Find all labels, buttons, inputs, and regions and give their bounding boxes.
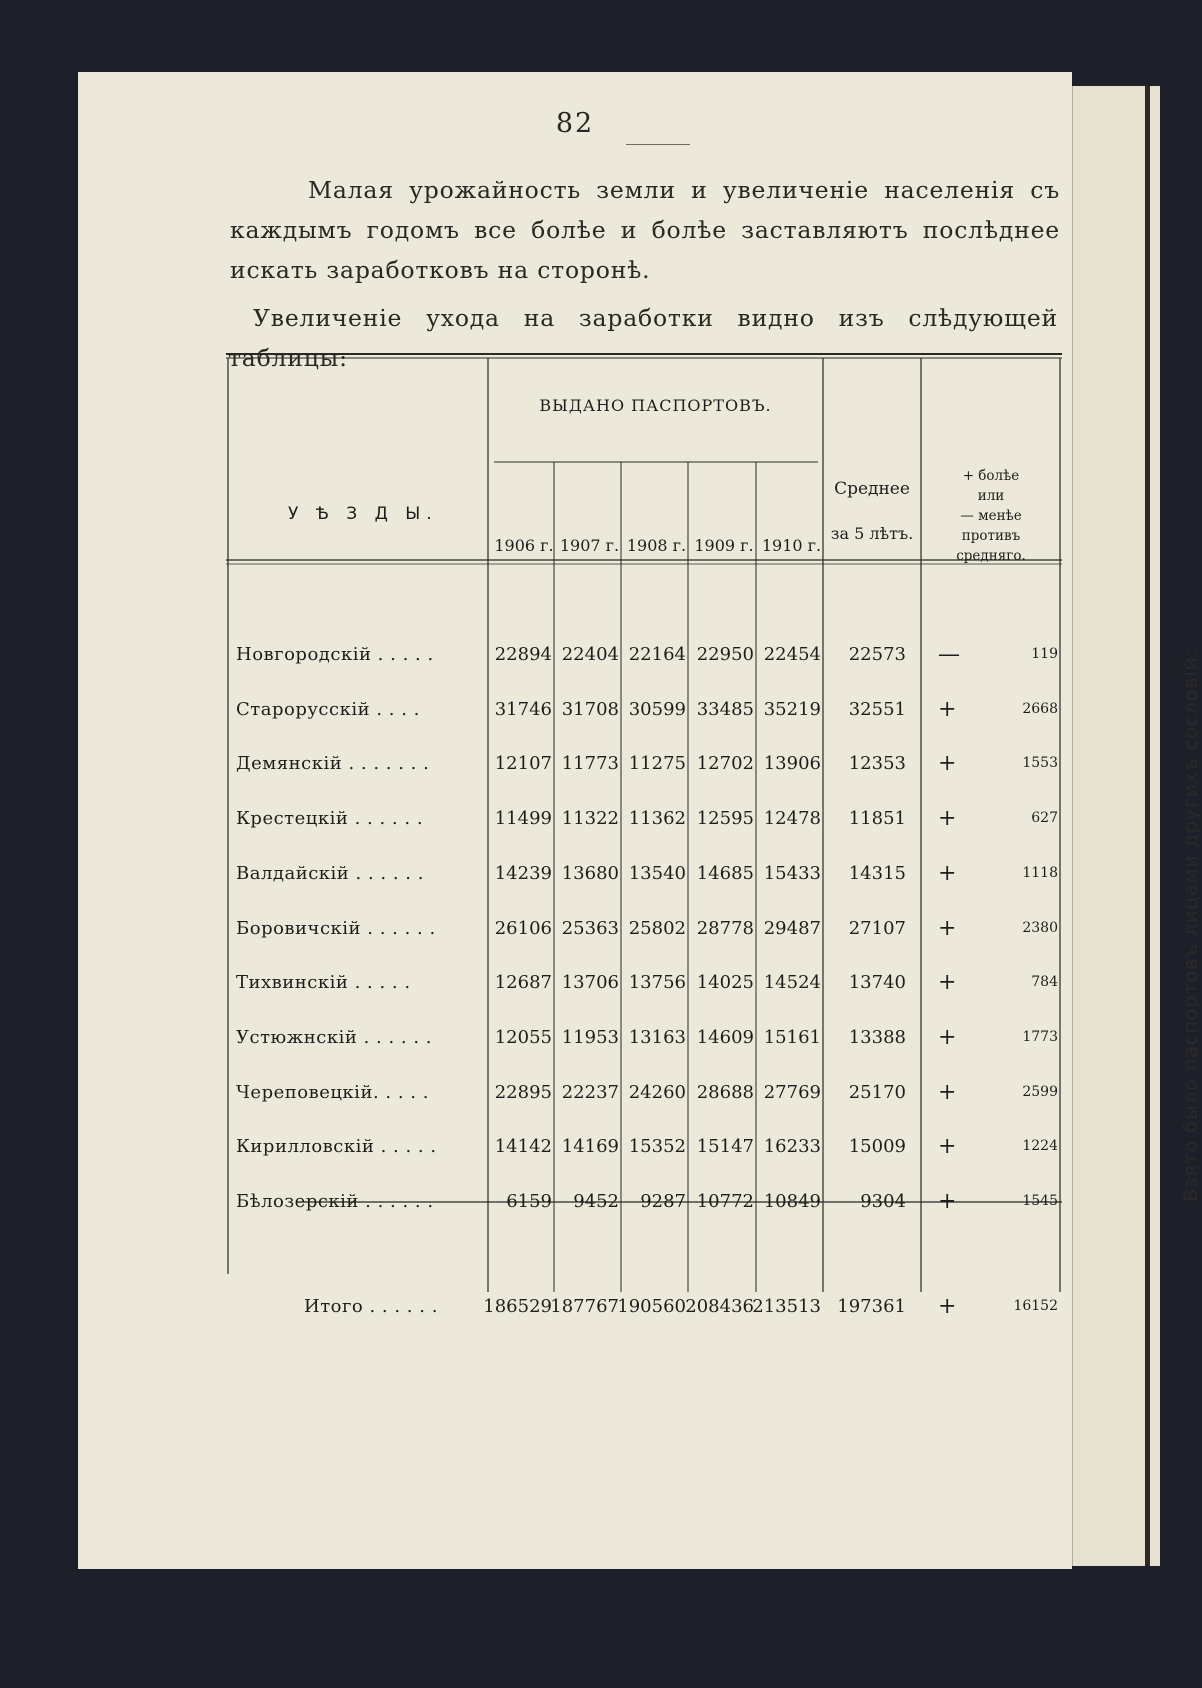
district-name: Кирилловскій . . . . .: [236, 1136, 437, 1158]
header-year: 1906 г.: [494, 536, 554, 555]
passport-count: 22164: [628, 644, 686, 665]
difference-sign: +: [938, 1134, 957, 1160]
passport-count: 11499: [494, 808, 552, 830]
district-name: Старорусскій . . . .: [236, 698, 420, 720]
passport-count: 14239: [494, 862, 552, 884]
passport-count: 12055: [494, 1026, 552, 1048]
average-value: 12353: [848, 753, 906, 775]
passport-count: 30599: [628, 698, 686, 720]
passport-count: 9287: [640, 1191, 686, 1212]
difference-value: 1553: [1022, 755, 1058, 772]
difference-sign: +: [938, 806, 957, 832]
difference-sign: +: [938, 1189, 957, 1214]
passport-count: 25802: [628, 917, 686, 939]
passport-count: 15147: [696, 1136, 754, 1158]
difference-value: 1118: [1022, 864, 1058, 881]
passport-count: 14685: [696, 862, 754, 884]
difference-value: 1773: [1022, 1028, 1058, 1045]
passport-count: 13906: [763, 753, 821, 775]
passport-count: 11362: [628, 808, 686, 830]
average-value: 13740: [848, 972, 906, 994]
paragraph-1: Малая урожайность земли и увеличенiе населенiя съ каждымъ годомъ все болѣе и болѣе заставляютъ послѣднее искать заработковъ на сторонѣ.: [230, 176, 1060, 284]
passport-count: 190560: [617, 1296, 686, 1317]
header-year: 1907 г.: [559, 536, 620, 555]
passport-table: [226, 354, 1064, 1319]
difference-sign: +: [938, 1294, 957, 1319]
difference-value: 119: [1031, 646, 1058, 662]
passport-count: 13680: [561, 862, 619, 884]
district-name: Бѣлозерскій . . . . . .: [236, 1191, 434, 1212]
district-name: Новгородскій . . . . .: [236, 644, 434, 665]
passport-count: 12107: [494, 753, 552, 775]
difference-value: 1545: [1022, 1193, 1058, 1209]
difference-sign: +: [938, 970, 957, 996]
passport-count: 187767: [550, 1296, 619, 1317]
passport-count: 14025: [696, 972, 754, 994]
passport-count: 35219: [763, 698, 821, 720]
next-page-edge: [1072, 86, 1160, 1566]
passport-count: 9452: [573, 1191, 619, 1212]
header-year: 1910 г.: [761, 536, 822, 555]
district-name: Крестецкій . . . . . .: [236, 808, 424, 830]
average-value: 197361: [837, 1296, 906, 1317]
passport-count: 14524: [763, 972, 821, 994]
header-year: 1909 г.: [694, 536, 754, 555]
passport-count: 11773: [561, 753, 619, 775]
average-value: 22573: [848, 644, 906, 665]
passport-count: 31708: [561, 698, 619, 720]
average-value: 11851: [848, 808, 906, 830]
passport-count: 14169: [561, 1136, 619, 1158]
passport-count: 11322: [561, 808, 619, 830]
difference-value: 2599: [1022, 1083, 1058, 1100]
district-name: Устюжнскій . . . . . .: [236, 1026, 433, 1048]
difference-value: 627: [1031, 810, 1058, 827]
passport-count: 22894: [494, 644, 552, 665]
average-value: 32551: [848, 698, 906, 720]
passport-count: 12478: [763, 808, 821, 830]
difference-sign: +: [938, 860, 957, 886]
passport-count: 15352: [628, 1136, 686, 1158]
passport-count: 15433: [763, 862, 821, 884]
average-value: 9304: [860, 1191, 906, 1212]
district-name: Тихвинскій . . . . .: [236, 972, 411, 994]
passport-count: 26106: [494, 917, 552, 939]
passport-count: 6159: [506, 1191, 552, 1212]
paragraph-2: Увеличенiе ухода на заработки видно изъ слѣдующей таблицы:: [228, 304, 1058, 372]
passport-count: 13756: [628, 972, 686, 994]
header-difference-line: — менѣе: [960, 508, 1022, 524]
passport-count: 14609: [696, 1026, 754, 1048]
difference-sign: —: [938, 642, 960, 667]
difference-value: 2380: [1022, 919, 1058, 936]
passport-count: 11953: [561, 1026, 619, 1048]
average-value: 27107: [848, 917, 906, 939]
passport-count: 28688: [696, 1081, 754, 1103]
header-difference-line: + болѣе: [962, 468, 1020, 484]
passport-count: 24260: [628, 1081, 686, 1103]
page-number: 82: [555, 108, 595, 139]
passport-count: 29487: [763, 917, 821, 939]
header-difference-line: противъ: [961, 528, 1021, 544]
difference-sign: +: [938, 1079, 957, 1105]
difference-sign: +: [938, 915, 957, 941]
page-number-ornament: [626, 144, 690, 147]
average-value: 13388: [848, 1026, 906, 1048]
district-name: Боровичскій . . . . . .: [236, 917, 436, 939]
passport-count: 15161: [763, 1026, 821, 1048]
passport-count: 208436: [685, 1296, 754, 1317]
passport-count: 22950: [696, 644, 754, 665]
difference-value: 784: [1031, 974, 1058, 991]
difference-value: 2668: [1022, 700, 1058, 717]
difference-sign: +: [938, 751, 957, 777]
passport-count: 16233: [763, 1136, 821, 1158]
header-average-line2: за 5 лѣтъ.: [830, 524, 914, 543]
passport-count: 31746: [494, 698, 552, 720]
passport-count: 10772: [696, 1191, 754, 1212]
passport-count: 22454: [763, 644, 821, 665]
district-name: Череповецкій. . . . .: [236, 1081, 429, 1103]
difference-sign: +: [938, 1024, 957, 1050]
passport-count: 12687: [494, 972, 552, 994]
passport-count: 25363: [561, 917, 619, 939]
header-issued-passports: ВЫДАНО ПАСПОРТОВЪ.: [539, 396, 772, 415]
passport-count: 27769: [763, 1081, 821, 1103]
header-year: 1908 г.: [626, 536, 687, 555]
passport-count: 33485: [696, 698, 754, 720]
passport-count: 22895: [494, 1081, 552, 1103]
passport-count: 22404: [561, 644, 619, 665]
book-page: [78, 72, 1202, 1569]
passport-count: 28778: [696, 917, 754, 939]
passport-count: 11275: [628, 753, 686, 775]
district-name: Валдайскій . . . . . .: [236, 862, 424, 884]
passport-count: 13706: [561, 972, 619, 994]
total-label: Итого . . . . . .: [304, 1296, 438, 1317]
difference-sign: +: [938, 696, 957, 722]
average-value: 25170: [848, 1081, 906, 1103]
passport-count: 186529: [483, 1296, 552, 1317]
passport-count: 10849: [763, 1191, 821, 1212]
vertical-sidenote: Взято было паспортовъ лицами другихъ сословій:: [1180, 649, 1202, 1202]
average-value: 14315: [848, 862, 906, 884]
passport-count: 14142: [494, 1136, 552, 1158]
header-district: У Ѣ З Д Ы.: [288, 504, 438, 524]
header-difference-line: или: [977, 488, 1005, 504]
header-average-line1: Среднее: [834, 479, 910, 499]
difference-value: 1224: [1022, 1138, 1058, 1155]
passport-count: 12595: [696, 808, 754, 830]
difference-value: 16152: [1013, 1298, 1058, 1314]
passport-count: 13163: [628, 1026, 686, 1048]
passport-count: 12702: [696, 753, 754, 775]
passport-count: 13540: [628, 862, 686, 884]
header-difference-line: средняго.: [956, 548, 1026, 564]
passport-count: 213513: [752, 1296, 821, 1317]
passport-count: 22237: [561, 1081, 619, 1103]
average-value: 15009: [848, 1136, 906, 1158]
district-name: Демянскій . . . . . . .: [236, 753, 430, 775]
